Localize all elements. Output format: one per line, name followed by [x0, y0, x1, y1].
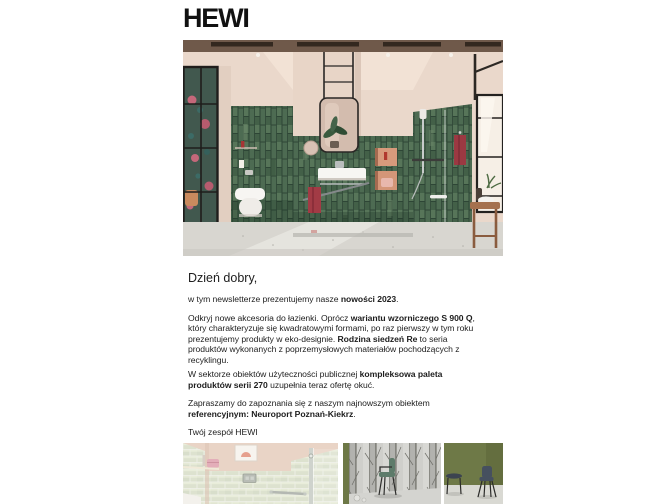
framed-picture: [235, 445, 257, 461]
email-body-text: [188, 271, 486, 438]
greeting-heading: Dzień dobry,: [188, 271, 258, 285]
footer-image-re-chairs-olive[interactable]: [444, 443, 503, 504]
olive-wall-strip: [343, 443, 349, 504]
light-switch: [239, 160, 244, 168]
red-towel-basin: [308, 187, 321, 213]
hero-image-bathroom[interactable]: [183, 40, 503, 256]
news-2023-paragraph: Odkryj nowe akcesoria do łazienki. Oprócz wariantu wzorniczego S 900 Q, który charakteryzuje się kwadratowymi formami, po raz pierwszy w tym roku prezentujemy produkty w eko-designie. Rodzina siedzeń Re to seria produktów wykonanych z poprzemysłowych materiałów pochodzących z recyklingu.: [188, 312, 475, 365]
red-towel-right-fold: [458, 135, 460, 165]
chair-shadow: [374, 494, 402, 499]
email-content-column: [183, 0, 503, 504]
re-chair-birch-illustration: [343, 443, 441, 504]
round-mirror: [304, 141, 318, 155]
hewi-logo[interactable]: HEWI: [183, 3, 249, 33]
re-chairs-olive-illustration: [444, 443, 503, 504]
terrazzo-floor: [183, 222, 503, 256]
hero-bathroom-illustration: [183, 40, 503, 256]
glass-door-floral-wallpaper: [183, 67, 219, 245]
red-towel-fold: [312, 187, 314, 213]
reference-object-paragraph: Zapraszamy do zapoznania się z naszym najnowszym obiektem referencyjnym: Neuroport Poznań-Kiekrz.: [188, 398, 430, 419]
series-270-paragraph: W sektorze obiektów użyteczności publicznej kompleksowa paleta produktów serii 270 uzupełnia teraz ofertę okuć.: [188, 369, 443, 390]
mint-bathroom-illustration: [183, 443, 338, 504]
towel-hook: [459, 131, 462, 134]
shower-glass-panel: [309, 448, 338, 504]
red-candle: [241, 141, 244, 148]
corner-shade: [205, 443, 209, 504]
intro-paragraph: w tym newsletterze prezentujemy nasze nowości 2023.: [188, 294, 399, 304]
flush-plate: [243, 474, 256, 483]
footer-image-re-chair-birch[interactable]: [343, 443, 441, 504]
footer-image-bathroom-mint-tiles[interactable]: [183, 443, 338, 504]
sign-off: Twój zespół HEWI: [188, 427, 258, 437]
wall-pillar: [219, 66, 231, 222]
chair-shadow: [477, 495, 497, 499]
footer-image-row: [183, 443, 503, 504]
